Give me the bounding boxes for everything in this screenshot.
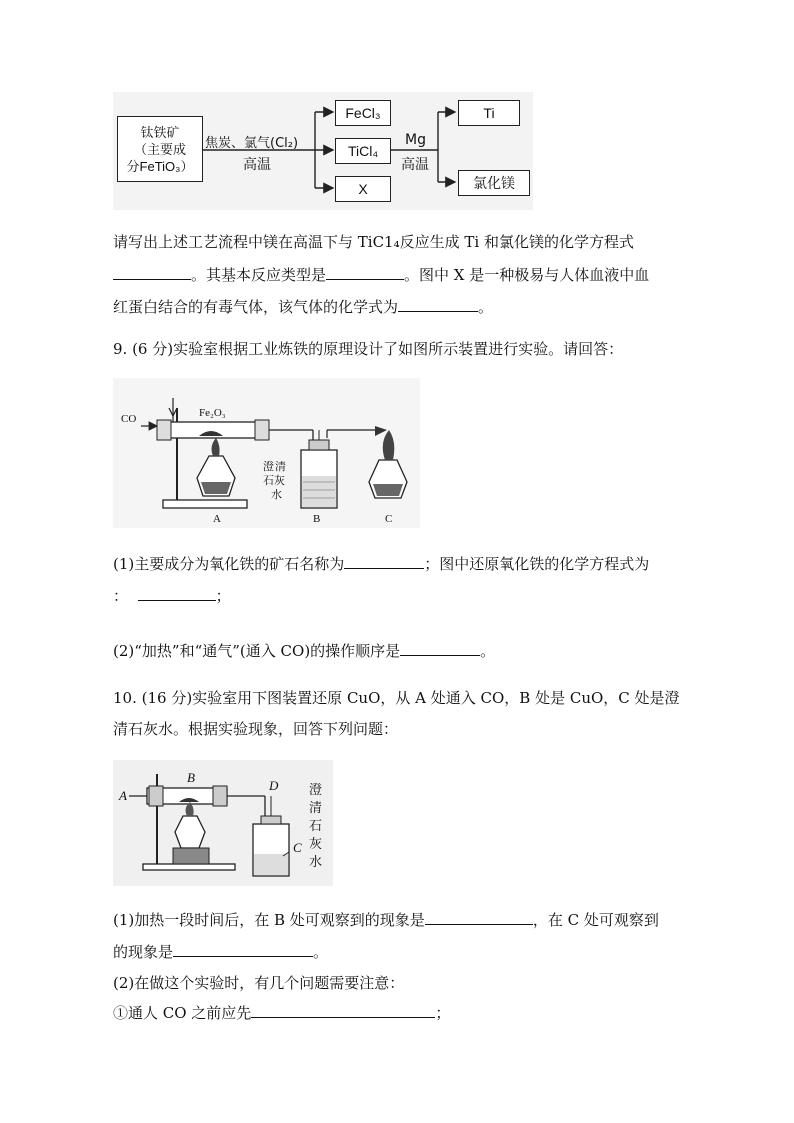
q8-line3-text-b: 。 (478, 298, 494, 316)
fe2o3-label: Fe₂O₃ (199, 407, 226, 419)
answer-blank[interactable] (138, 586, 216, 601)
q9-apparatus-drawing (113, 378, 420, 528)
limewater-label-1: 澄 (263, 460, 274, 473)
ticl4-box: TiCl₄ (335, 138, 391, 164)
q10-sub2: (2)在做这个实验时，有几个问题需要注意： (113, 974, 405, 992)
q10-limewater-4: 灰 (309, 837, 323, 852)
ore-box (117, 116, 203, 182)
q10-label-d: D (269, 778, 279, 793)
q8-line-2 (113, 265, 649, 285)
q9-sub1-text-a: (1)主要成分为氧化铁的矿石名称为 (113, 555, 345, 573)
q10-sub2-item1 (113, 1003, 450, 1023)
q9-sub1-text-d: ； (215, 587, 231, 605)
q9-title: 9. (6 分)实验室根据工业炼铁的原理设计了如图所示装置进行实验。请回答： (113, 340, 624, 358)
q9-sub1-line1 (113, 554, 649, 574)
mgcl-box: 氯化镁 (458, 170, 530, 196)
q9-sub2 (113, 641, 495, 661)
q10-title-line1: 10. (16 分)实验室用下图装置还原 CuO，从 A 处通入 CO，B 处是 CuO，C 处是澄 (113, 689, 680, 707)
q8-line2-text-a: 。其基本反应类型是 (191, 266, 327, 284)
q10-sub2-item1-text: ①通人 CO 之前应先 (113, 1004, 252, 1022)
label-a: A (213, 513, 221, 525)
q10-apparatus-figure (113, 760, 333, 886)
arrow1-bottom-label: 高温 (243, 157, 271, 173)
answer-blank[interactable] (344, 554, 424, 569)
q10-title-line2: 清石灰水。根据实验现象，回答下列问题： (113, 720, 399, 738)
fecl3-box: FeCl₃ (335, 100, 391, 126)
q9-sub1-text-c: ： (113, 587, 129, 605)
q10-label-b: B (187, 770, 195, 785)
co-label: CO (121, 413, 137, 425)
answer-blank[interactable] (251, 1003, 435, 1018)
q10-sub1-line1 (113, 910, 659, 930)
q10-sub2-item1-end: ； (435, 1004, 451, 1022)
q10-label-a: A (119, 788, 127, 803)
q9-sub1-line2 (113, 586, 231, 606)
q10-limewater-5: 水 (309, 855, 323, 870)
q10-limewater-2: 清 (309, 801, 323, 816)
arrow1-top-label: 焦炭、氯气(Cl₂) (205, 136, 299, 151)
q10-sub1-text-c: 的现象是 (113, 943, 174, 961)
q10-limewater-1: 澄 (309, 783, 323, 798)
q9-sub2-text-b: 。 (480, 642, 496, 660)
q10-sub1-line2 (113, 942, 328, 962)
q10-sub1-text-b: ，在 C 处可观察到 (532, 911, 659, 929)
q8-line-3 (113, 297, 493, 317)
arrow2-bottom-label: 高温 (401, 157, 429, 173)
answer-blank[interactable] (173, 942, 313, 957)
q9-apparatus-figure (113, 378, 420, 528)
x-box: X (335, 176, 391, 202)
q8-line3-text-a: 红蛋白结合的有毒气体，该气体的化学式为 (113, 298, 399, 316)
arrow2-top-label: Mg (405, 132, 426, 148)
answer-blank[interactable] (398, 297, 478, 312)
q10-apparatus-drawing (113, 760, 333, 886)
answer-blank[interactable] (113, 265, 191, 280)
ore-line-2: （主要成 (133, 141, 186, 157)
limewater-label-4: 水 (271, 488, 282, 501)
answer-blank[interactable] (400, 641, 480, 656)
q9-sub1-text-b: ；图中还原氧化铁的化学方程式为 (424, 555, 650, 573)
q10-limewater-3: 石 (309, 819, 323, 834)
label-b: B (313, 513, 321, 525)
q10-sub1-text-d: 。 (313, 943, 329, 961)
q9-sub2-text-a: (2)“加热”和“通气”(通入 CO)的操作顺序是 (113, 642, 401, 660)
limewater-label-2: 清 (275, 460, 286, 473)
limewater-label-3: 石灰 (263, 474, 285, 487)
q8-line2-text-b: 。图中 X 是一种极易与人体血液中血 (404, 266, 650, 284)
ore-line-3: 分FeTiO₃） (126, 158, 194, 174)
q8-line-1: 请写出上述工艺流程中镁在高温下与 TiC1₄反应生成 Ti 和氯化镁的化学方程式 (113, 233, 634, 251)
ore-line-1: 钛铁矿 (140, 124, 180, 140)
answer-blank[interactable] (326, 265, 404, 280)
flowchart (113, 92, 533, 210)
ti-box: Ti (458, 100, 520, 126)
q10-label-c: C (293, 840, 302, 855)
answer-blank[interactable] (425, 910, 533, 925)
q10-sub1-text-a: (1)加热一段时间后，在 B 处可观察到的现象是 (113, 911, 425, 929)
label-c: C (385, 513, 393, 525)
